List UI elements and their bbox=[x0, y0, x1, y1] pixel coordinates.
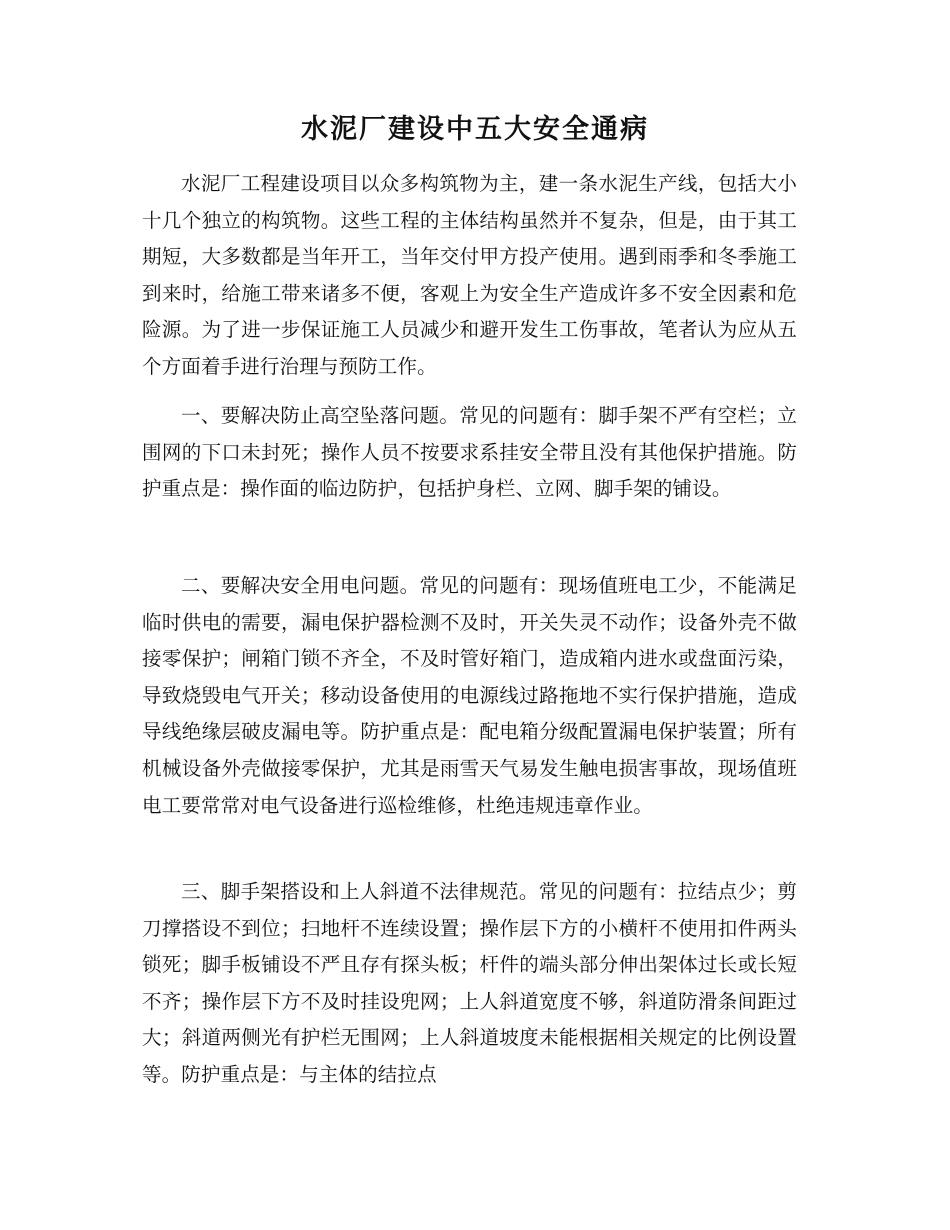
document-title: 水泥厂建设中五大安全通病 bbox=[301, 114, 649, 145]
paragraph-section-3: 三、脚手架搭设和上人斜道不法律规范。常见的问题有：拉结点少；剪刀撑搭设不到位；扫地杆不连续设置；操作层下方的小横杆不使用扣件两头锁死；脚手板铺设不严且存有探头板；杆件的端头部分伸出架体过长或长短不齐；操作层下方不及时挂设兜网；上人斜道宽度不够，斜道防滑条间距过大；斜道两侧光有护栏无围网；上人斜道坡度未能根据相关规定的比例设置等。防护重点是：与主体的结拉点 bbox=[142, 880, 797, 1086]
paragraph-section-1: 一、要解决防止高空坠落问题。常见的问题有：脚手架不严有空栏；立围网的下口未封死；操作人员不按要求系挂安全带且没有其他保护措施。防护重点是：操作面的临边防护，包括护身栏、立网、脚手架的铺设。 bbox=[142, 404, 797, 501]
paragraph-intro: 水泥厂工程建设项目以众多构筑物为主，建一条水泥生产线，包括大小十几个独立的构筑物。这些工程的主体结构虽然并不复杂，但是，由于其工期短，大多数都是当年开工，当年交付甲方投产使用。遇到雨季和冬季施工到来时，给施工带来诸多不便，客观上为安全生产造成许多不安全因素和危险源。为了进一步保证施工人员减少和避开发生工伤事故，笔者认为应从五个方面着手进行治理与预防工作。 bbox=[142, 172, 797, 378]
paragraph-section-2: 二、要解决安全用电问题。常见的问题有：现场值班电工少，不能满足临时供电的需要，漏电保护器检测不及时，开关失灵不动作；设备外壳不做接零保护；闸箱门锁不齐全，不及时管好箱门，造成箱内进水或盘面污染，导致烧毁电气开关；移动设备使用的电源线过路拖地不实行保护措施，造成导线绝缘层破皮漏电等。防护重点是：配电箱分级配置漏电保护装置；所有机械设备外壳做接零保护，尤其是雨雪天气易发生触电损害事故，现场值班电工要常常对电气设备进行巡检维修，杜绝违规违章作业。 bbox=[142, 574, 797, 817]
